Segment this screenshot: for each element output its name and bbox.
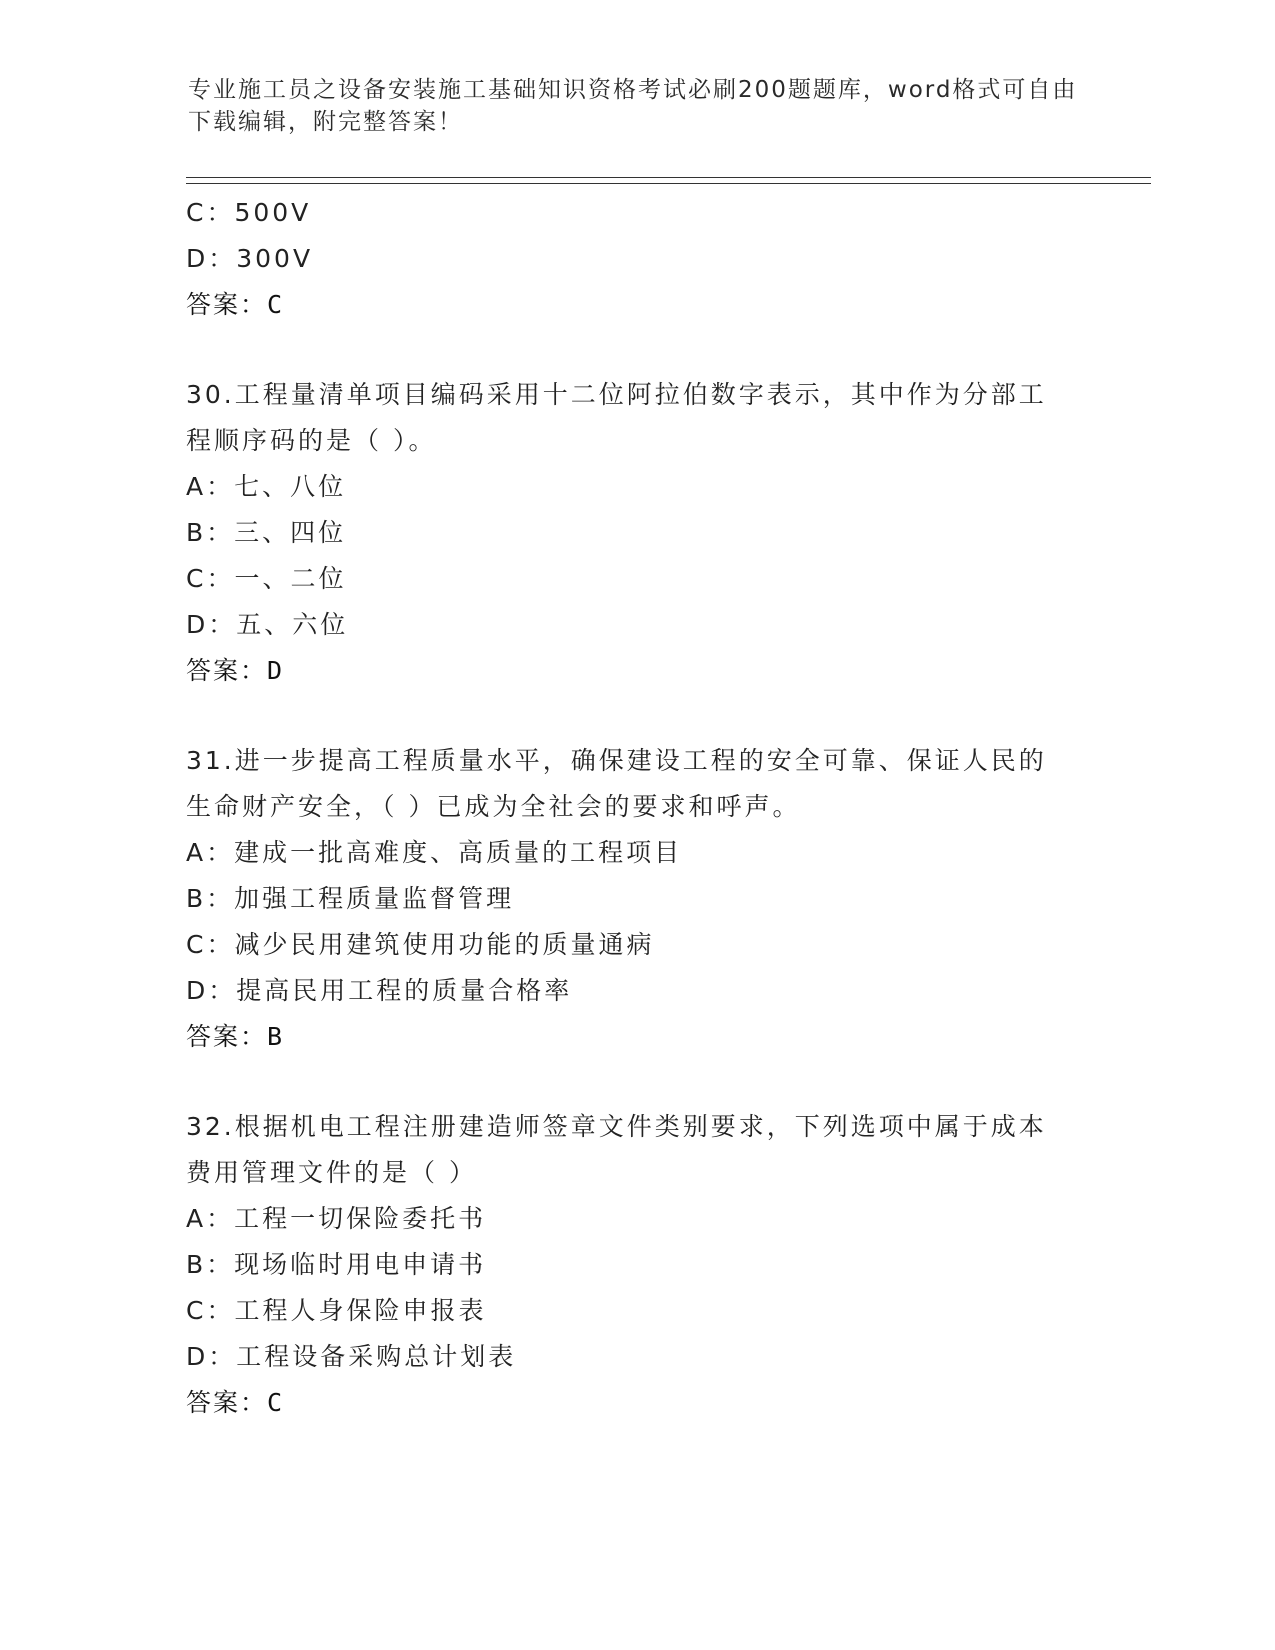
question-30: [186, 372, 1086, 694]
option-c: C：工程人身保险申报表: [186, 1296, 487, 1325]
answer: 答案：C: [186, 1388, 285, 1417]
option-b: B：现场临时用电申请书: [186, 1250, 487, 1279]
answer: 答案：D: [186, 656, 285, 685]
option-a: A：七、八位: [186, 472, 347, 501]
option-d: D：300V: [186, 244, 314, 273]
answer: 答案：C: [186, 290, 285, 319]
question-stem-line: 31.进一步提高工程质量水平，确保建设工程的安全可靠、保证人民的: [186, 746, 1047, 775]
header-line-2: 下载编辑，附完整答案！: [188, 109, 463, 135]
question-stem-line: 30.工程量清单项目编码采用十二位阿拉伯数字表示，其中作为分部工: [186, 380, 1047, 409]
header-rule-top: [186, 177, 1151, 178]
option-a: A：建成一批高难度、高质量的工程项目: [186, 838, 683, 867]
question-stem-line: 生命财产安全，（ ）已成为全社会的要求和呼声。: [186, 792, 801, 821]
document-header: [188, 74, 1088, 138]
option-c: C：一、二位: [186, 564, 347, 593]
question-29-tail: [186, 190, 1086, 328]
question-stem-line: 32.根据机电工程注册建造师签章文件类别要求，下列选项中属于成本: [186, 1112, 1047, 1141]
option-c: C：500V: [186, 198, 312, 227]
option-c: C：减少民用建筑使用功能的质量通病: [186, 930, 655, 959]
option-d: D：五、六位: [186, 610, 349, 639]
option-a: A：工程一切保险委托书: [186, 1204, 487, 1233]
header-rule-bottom: [186, 183, 1151, 184]
question-31: [186, 738, 1086, 1060]
header-line-1: 专业施工员之设备安装施工基础知识资格考试必刷200题题库，word格式可自由: [188, 77, 1078, 103]
option-b: B：加强工程质量监督管理: [186, 884, 515, 913]
answer: 答案：B: [186, 1022, 285, 1051]
question-stem-line: 程顺序码的是（ ）。: [186, 426, 437, 455]
option-b: B：三、四位: [186, 518, 347, 547]
question-32: [186, 1104, 1086, 1426]
option-d: D：工程设备采购总计划表: [186, 1342, 517, 1371]
option-d: D：提高民用工程的质量合格率: [186, 976, 573, 1005]
document-body: [186, 190, 1086, 1426]
question-stem-line: 费用管理文件的是（ ）: [186, 1158, 477, 1187]
